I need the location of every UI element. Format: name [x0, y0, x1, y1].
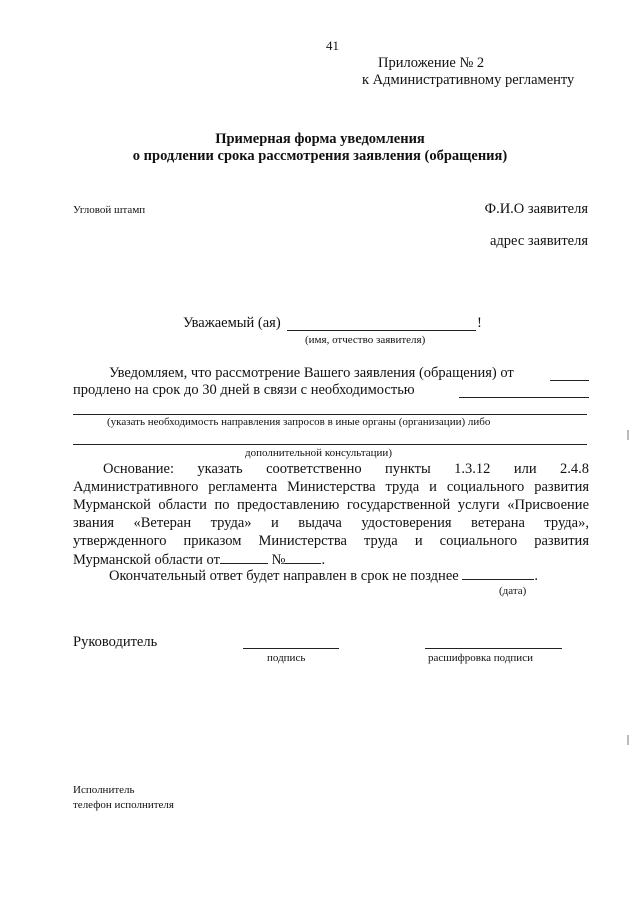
final-date-hint: (дата): [499, 585, 527, 597]
order-number-line: [285, 551, 321, 564]
reason-hint-1: (указать необходимость направления запросов в иные органы (организации) либо: [107, 416, 491, 428]
basis-line-5: утвержденного приказом Министерства труда и социального развития: [73, 533, 589, 549]
basis-line-6: Мурманской области от № .: [73, 552, 326, 568]
corner-stamp-label: Угловой штамп: [73, 204, 146, 216]
salutation-mark: !: [477, 315, 482, 331]
scan-mark: [627, 430, 629, 440]
salutation-name-line: [287, 330, 476, 331]
final-answer-text: Окончательный ответ будет направлен в срок не позднее .: [109, 568, 538, 584]
signature-role: Руководитель: [73, 634, 158, 650]
basis-line-4: звания «Ветеран труда» и выдача удостоверения ветерана труда»,: [73, 515, 589, 531]
reason-line: [459, 397, 589, 398]
salutation-text: Уважаемый (ая): [183, 315, 281, 331]
signature-hint: подпись: [267, 652, 306, 664]
signature-line: [243, 648, 339, 649]
form-subtitle: о продлении срока рассмотрения заявления (обращения): [132, 148, 508, 164]
applicant-name-label: Ф.И.О заявителя: [484, 201, 588, 217]
order-date-line: [220, 551, 268, 564]
order-date-prefix: Мурманской области от: [73, 552, 220, 568]
appendix-title: Приложение № 2: [378, 55, 485, 71]
appendix-subtitle: к Административному регламенту: [362, 72, 575, 88]
basis-line-1: Основание: указать соответственно пункты 1.3.12 или 2.4.8: [103, 461, 589, 477]
executor-phone-label: телефон исполнителя: [73, 799, 174, 811]
date-from-line: [550, 380, 589, 381]
scan-mark: [627, 735, 629, 745]
final-date-line: [462, 567, 534, 580]
final-answer-label: Окончательный ответ будет направлен в срок не позднее: [109, 568, 459, 584]
reason-hint-2: дополнительной консультации): [245, 447, 392, 459]
basis-line-2: Административного регламента Министерства труда и социального развития: [73, 479, 589, 495]
reason-continuation-line: [73, 414, 587, 415]
basis-line-3: Мурманской области по предоставлению государственной услуги «Присвоение: [73, 497, 589, 513]
page-number: 41: [326, 38, 339, 53]
signature-decode-hint: расшифровка подписи: [428, 652, 533, 664]
reason-second-line: [73, 444, 587, 445]
form-title: Примерная форма уведомления: [215, 131, 425, 147]
executor-label: Исполнитель: [73, 784, 135, 796]
order-number-sign: №: [271, 552, 286, 568]
signature-decode-line: [425, 648, 562, 649]
notification-line-1: Уведомляем, что рассмотрение Вашего заявления (обращения) от: [109, 365, 514, 381]
salutation-hint: (имя, отчество заявителя): [305, 334, 426, 346]
notification-line-2: продлено на срок до 30 дней в связи с необходимостью: [73, 382, 415, 398]
applicant-address-label: адрес заявителя: [489, 233, 588, 249]
